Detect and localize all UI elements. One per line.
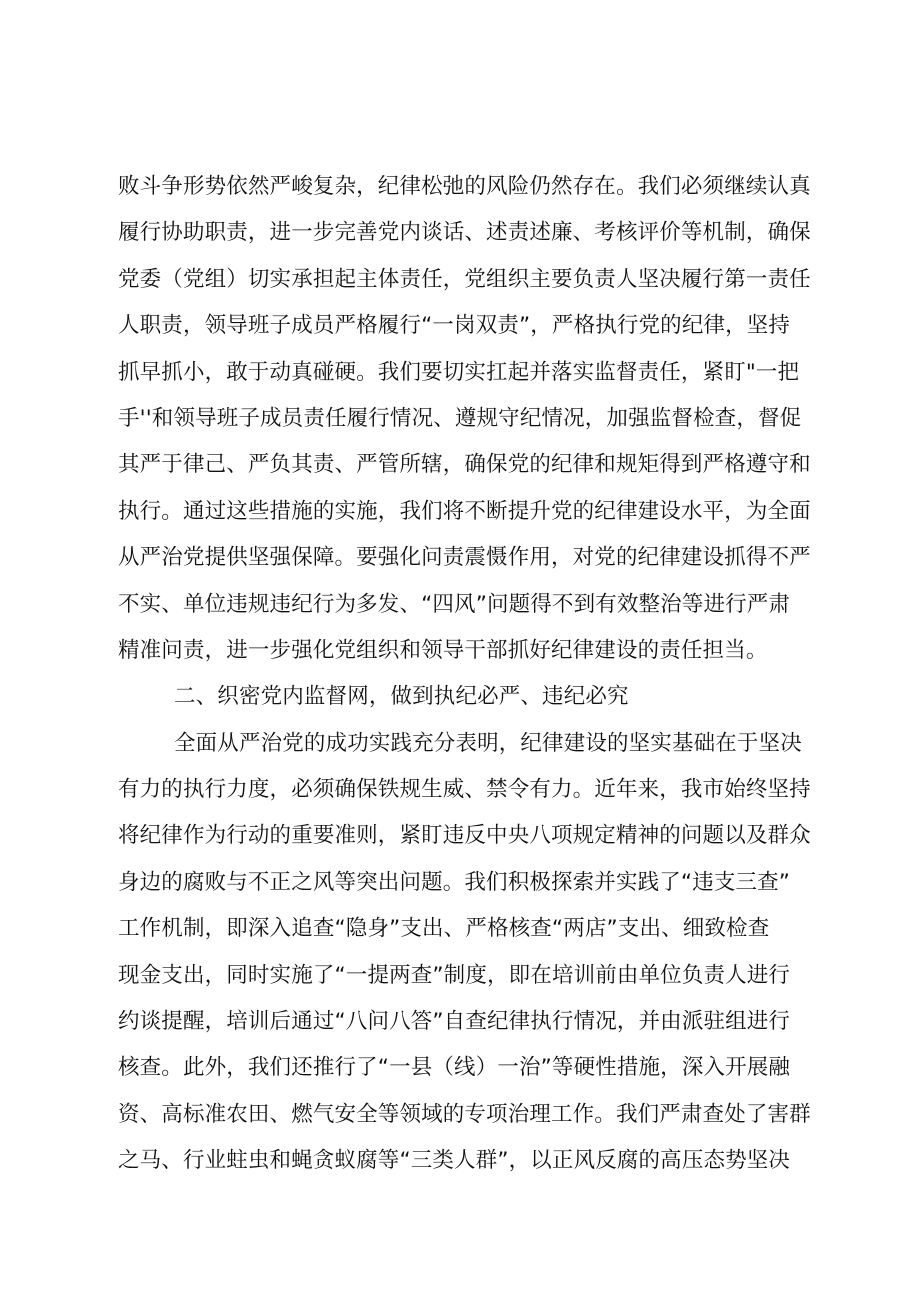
text-line: 人职责，领导班子成员严格履行“一岗双责”，严格执行党的纪律，坚持 xyxy=(118,313,791,339)
paragraph-first-line: 全面从严治党的成功实践充分表明，纪律建设的坚实基础在于坚决 xyxy=(174,730,802,756)
text-line: 抓早抓小，敢于动真碰硬。我们要切实扛起并落实监督责任，紧盯"一把 xyxy=(118,359,800,385)
text-line: 资、高标准农田、燃气安全等领域的专项治理工作。我们严肃查处了害群 xyxy=(118,1101,811,1127)
text-line: 执行。通过这些措施的实施，我们将不断提升党的纪律建设水平，为全面 xyxy=(118,498,811,524)
text-line: 不实、单位违规违纪行为多发、“四风”问题得不到有效整治等进行严肃 xyxy=(118,591,791,617)
text-line: 其严于律己、严负其责、严管所辖，确保党的纪律和规矩得到严格遵守和 xyxy=(118,452,811,478)
text-line: 党委（党组）切实承担起主体责任，党组织主要负责人坚决履行第一责任 xyxy=(118,266,811,292)
text-line: 有力的执行力度，必须确保铁规生威、禁令有力。近年来，我市始终坚持 xyxy=(118,777,811,803)
text-line: 手''和领导班子成员责任履行情况、遵规守纪情况，加强监督检查，督促 xyxy=(118,405,802,431)
text-line: 工作机制，即深入追查“隐身”支出、严格核查“两店”支出、细致检查 xyxy=(118,916,770,942)
text-line: 现金支出，同时实施了“一提两查”制度，即在培训前由单位负责人进行 xyxy=(118,962,791,988)
section-heading: 二、织密党内监督网，做到执纪必严、违纪必究 xyxy=(174,684,629,710)
text-line: 精准问责，进一步强化党组织和领导干部抓好纪律建设的责任担当。 xyxy=(118,637,768,663)
body-text xyxy=(118,164,818,1185)
text-line: 将纪律作为行动的重要准则，紧盯违反中央八项规定精神的问题以及群众 xyxy=(118,823,811,849)
text-line: 约谈提醒，培训后通过“八问八答”自查纪律执行情况，并由派驻组进行 xyxy=(118,1009,791,1035)
text-line: 从严治党提供坚强保障。要强化问责震慑作用，对党的纪律建设抓得不严 xyxy=(118,545,811,571)
text-line: 之马、行业蛀虫和蝇贪蚁腐等“三类人群”，以正风反腐的高压态势坚决 xyxy=(118,1148,791,1174)
text-line: 身边的腐败与不正之风等突出问题。我们积极探索并实践了“违支三查” xyxy=(118,869,791,895)
text-line: 败斗争形势依然严峻复杂，纪律松弛的风险仍然存在。我们必须继续认真 xyxy=(118,174,811,199)
text-line: 履行协助职责，进一步完善党内谈话、述责述廉、考核评价等机制，确保 xyxy=(118,220,811,246)
text-line: 核查。此外，我们还推行了“一县（线）一治”等硬性措施，深入开展融 xyxy=(118,1055,791,1081)
